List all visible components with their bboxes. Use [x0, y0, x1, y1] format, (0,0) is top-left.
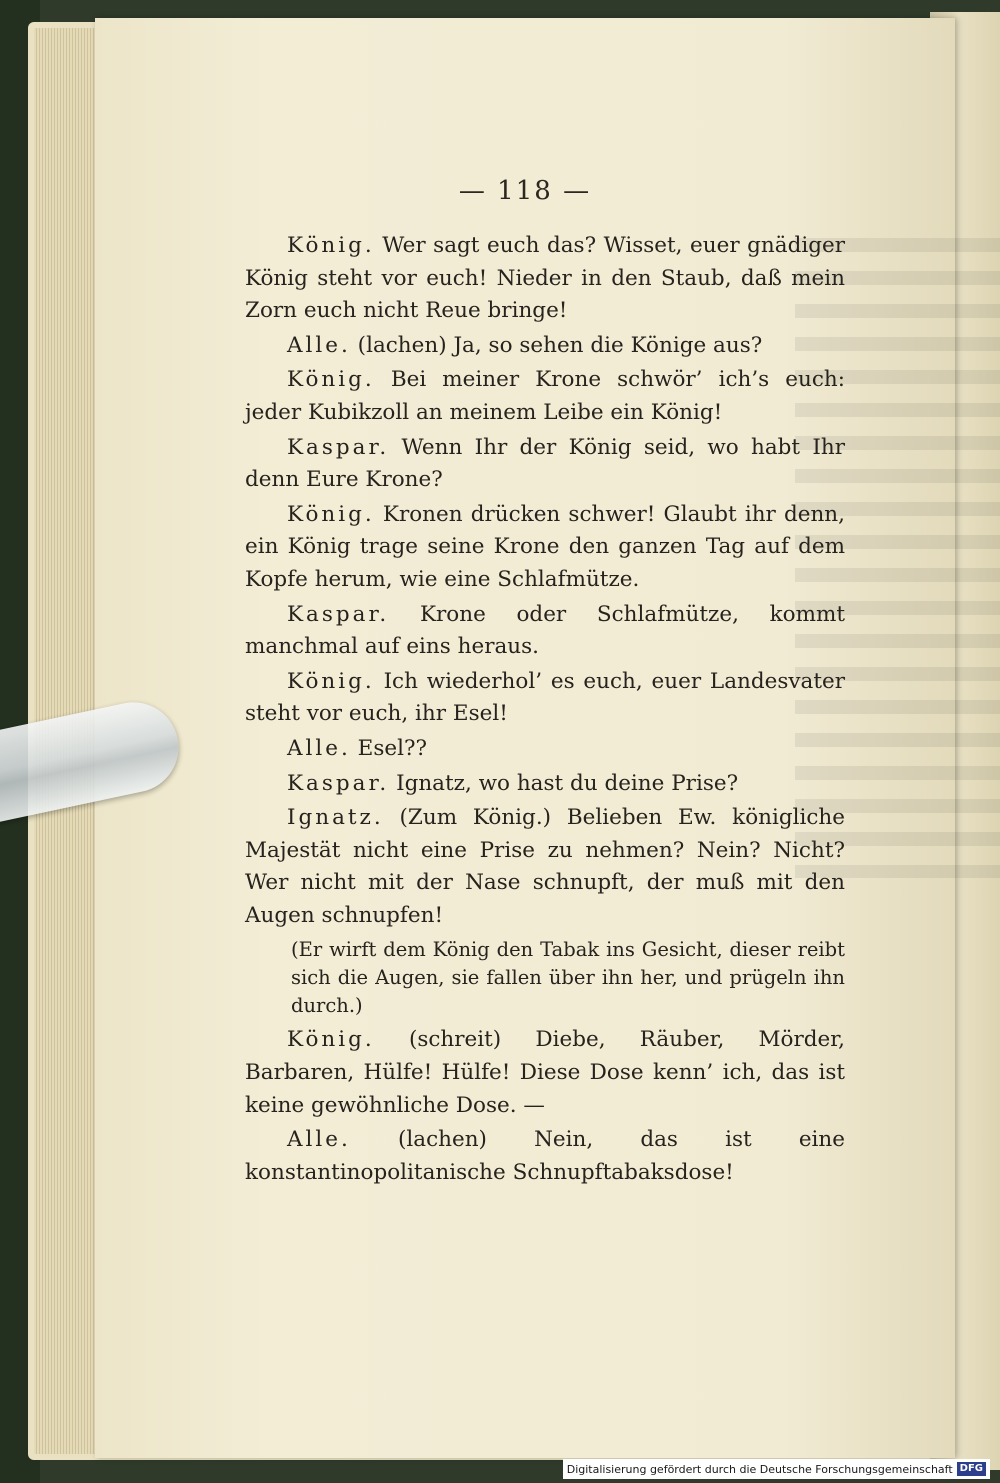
- passage: [245, 499, 845, 597]
- dfg-logo: DFG: [957, 1462, 986, 1476]
- passage-text: Krone oder Schlafmütze, kommt manchmal auf eins heraus.: [245, 601, 845, 660]
- speaker-name: Ignatz.: [287, 805, 384, 831]
- speaker-name: Kaspar.: [287, 434, 390, 460]
- passage: [245, 364, 845, 429]
- passage: [245, 666, 845, 731]
- passage: [245, 1124, 845, 1189]
- passage-text: Wer sagt euch das? Wisset, euer gnädiger König steht vor euch! Nieder in den Staub, daß mein Zorn euch nicht Reue bringe!: [245, 233, 845, 324]
- speaker-name: König.: [287, 233, 375, 258]
- passage: [245, 802, 845, 932]
- speaker-name: König.: [287, 1027, 375, 1053]
- passage: [245, 733, 845, 766]
- passage: [245, 1024, 845, 1122]
- passage-text: Wenn Ihr der König seid, wo habt Ihr denn Eure Krone?: [245, 434, 845, 493]
- passage-text: Bei meiner Krone schwör’ ich’s euch: jeder Kubikzoll an meinem Leibe ein König!: [245, 367, 845, 425]
- passage: [245, 768, 845, 801]
- passage: [245, 330, 845, 363]
- passage-text: Esel??: [350, 735, 428, 761]
- passage: [245, 599, 845, 664]
- speaker-name: König.: [287, 501, 375, 527]
- credit-text: Digitalisierung gefördert durch die Deutsche Forschungsgemeinschaft: [566, 1462, 953, 1476]
- page-number: — 118 —: [458, 176, 592, 206]
- passage: [245, 230, 845, 328]
- speaker-name: Alle.: [287, 332, 351, 358]
- stage-direction: (Er wirft dem König den Tabak ins Gesicht, dieser reibt sich die Augen, sie fallen über ihn her, und prügeln ihn durch.): [291, 938, 845, 1018]
- speaker-name: Kaspar.: [287, 770, 390, 796]
- page-text: [245, 228, 845, 1189]
- passage-text: (schreit) Diebe, Räuber, Mörder, Barbaren, Hülfe! Hülfe! Diese Dose kenn’ ich, das ist keine gewöhnliche Dose. —: [245, 1027, 845, 1118]
- book-page: [95, 18, 955, 1458]
- passage-text: Ignatz, wo hast du deine Prise?: [389, 770, 739, 796]
- passage-text: (Zum König.) Belieben Ew. königliche Majestät nicht eine Prise zu nehmen? Nein? Nicht? Wer nicht mit der Nase schnupft, der muß mit den Augen schnupfen!: [245, 805, 845, 928]
- passage-text: (lachen) Ja, so sehen die Könige aus?: [350, 332, 763, 358]
- digitization-credit: [563, 1459, 990, 1479]
- speaker-name: Alle.: [287, 1127, 351, 1153]
- passage-text: Kronen drücken schwer! Glaubt ihr denn, ein König trage seine Krone den ganzen Tag auf dem Kopfe herum, wie eine Schlafmütze.: [245, 501, 845, 592]
- passage-text: Ich wiederhol’ es euch, euer Landesvater steht vor euch, ihr Esel!: [245, 668, 845, 727]
- speaker-name: Kaspar.: [287, 601, 390, 627]
- speaker-name: Alle.: [287, 735, 351, 761]
- speaker-name: König.: [287, 367, 375, 393]
- passage: [245, 432, 845, 497]
- speaker-name: König.: [287, 668, 375, 694]
- passage-text: (lachen) Nein, das ist eine konstantinopolitanische Schnupftabaksdose!: [245, 1127, 845, 1185]
